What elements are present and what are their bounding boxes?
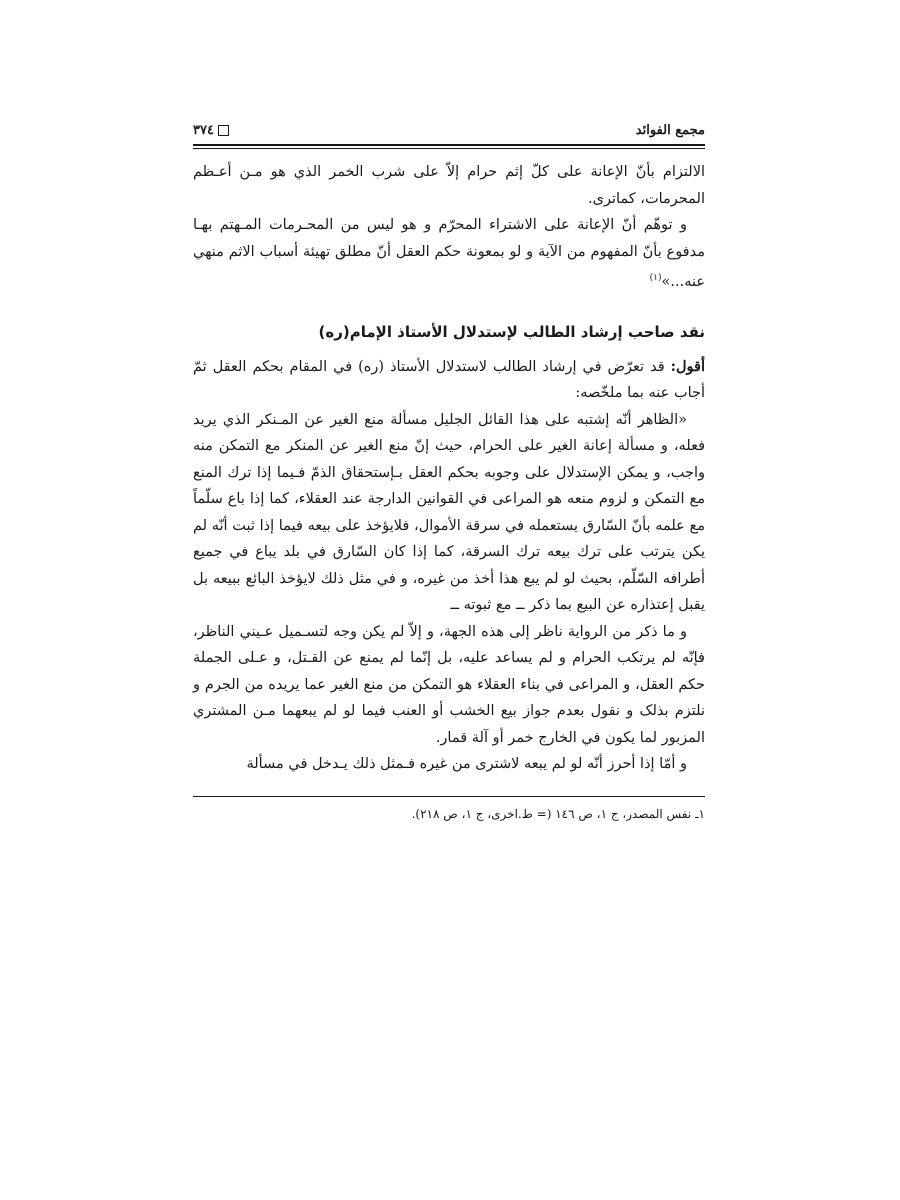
paragraph-text: و توهّم أنّ الإعانة على الاشتراء المحرّم و هو ليس من المحـرمات المـهتم بهـا مدفوع بأنّ المفهوم من الآية و لو بمعونة حكم العقل أنّ مطلق تهيئة أسباب الاثم منهي عنه...» (193, 217, 705, 290)
page-number (193, 123, 229, 138)
paragraph: الالتزام بأنّ الإعانة على كلّ إثم حرام إلاّ على شرب الخمر الذي هو مـن أعـظم المحرمات، كماترى. (193, 164, 705, 207)
quote-paragraph: «الظاهر أنّه إشتبه على هذا القائل الجليل مسألة منع الغير عن المـنكر الذي يريد فعله، و مسألة إعانة الغير على الحرام، حيث إنّ منع الغير عن المنكر مع التمكن منه واجب، و يمكن الإستدلال على وجوبه بحكم العقل بـإستحقاق الذمّ فـيما إذا ترك المنع مع التمكن و لزوم منعه هو المراعى في القوانين الدارجة عند العقلاء، كما إذا باع سلّماً مع علمه بأنّ السّارق يستعمله في سرقة الأموال، فلايؤخذ على بيعه فيما إذا ثبت أنّه لم يكن يترتب على ترك بيعه ترك السرقة، كما إذا كان السّارق في بلد يباع في جميع أطرافه السّلّم، بحيث لو لم يبع هذا أخذ من غيره، و في مثل ذلك لايؤخذ البائع ببيعه بل يقبل إعتذاره عن البيع بما ذكر ــ مع ثبوته ــ (193, 411, 705, 614)
section-title: نقد صاحب إرشاد الطالب لإستدلال الأستاذ الإمام(ره) (318, 323, 705, 342)
header-rule (193, 144, 705, 149)
lead-word: أقول: (670, 357, 706, 375)
quote-paragraph: و أمّا إذا أحرز أنّه لو لم يبعه لاشترى من غيره فـمثل ذلك يـدخل في مسألة (246, 756, 687, 773)
intro-paragraph (193, 354, 705, 407)
quote-paragraph: و ما ذكر من الرواية ناظر إلى هذه الجهة، و إلاّ لم يكن وجه لتسـميل عـيني الناظر، فإنّه لم يرتكب الحرام و لم يساعد عليه، بل إنّما لم يمنع عن القـتل، و عـلى الجملة حكم العقل، و المراعى في بناء العقلاء هو التمكن من منع الغير عما يريده من الجرم و نلتزم بذلک و نقول بعدم جواز بيع الخشب أو العنب فيما لو لم يبعهما مـن المشتري المزبور لما يكون في الخارج خمر أو آلة قمار. (193, 623, 705, 746)
page-header (193, 108, 705, 138)
footnote-rule (193, 796, 705, 797)
page-number-text: ٣٧٤ (193, 123, 214, 138)
book-title: مجمع الفوائد (635, 123, 705, 138)
document-page (193, 108, 705, 823)
body-text (193, 159, 705, 778)
footnote: ١ـ نفس المصدر، ج ١، ص ١٤٦ (= ط.اخرى، ج ١، ص ٢١٨). (411, 806, 705, 821)
box-icon (218, 125, 229, 136)
footnote-marker: (١) (649, 273, 662, 283)
intro-text: قد تعرّض في إرشاد الطالب لاستدلال الأستاذ (ره) في المقام بحكم العقل ثمّ أجاب عنه بما ملخّصه: (193, 358, 705, 402)
paragraph (193, 212, 705, 295)
